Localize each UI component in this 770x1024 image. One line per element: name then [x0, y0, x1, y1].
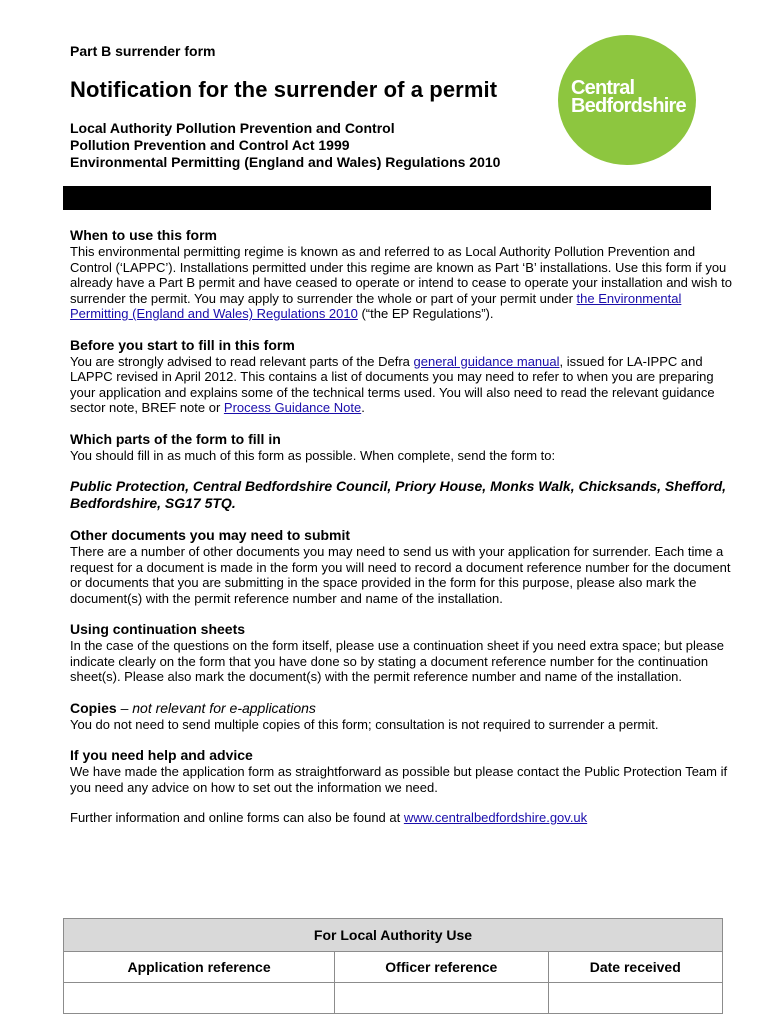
section-heading: Copies – not relevant for e-applications [70, 699, 316, 716]
section-when-to-use [70, 227, 735, 322]
column-header-officer-reference: Officer reference [335, 952, 548, 983]
form-label: Part B surrender form [70, 43, 216, 59]
column-header-application-reference: Application reference [64, 952, 335, 983]
logo-text-line1: Central [571, 77, 635, 99]
legislation-line: Pollution Prevention and Control Act 1999 [70, 137, 350, 153]
section-other-documents [70, 527, 735, 606]
ep-regulations-link[interactable]: the Environmental Permitting (England and Wales) Regulations 2010 [70, 290, 682, 321]
local-authority-use-table [63, 918, 723, 1014]
legislation-list [70, 120, 500, 171]
section-heading: Which parts of the form to fill in [70, 430, 281, 447]
officer-reference-field[interactable] [335, 983, 548, 1014]
section-heading: Other documents you may need to submit [70, 527, 351, 543]
section-text: You should fill in as much of this form as possible. When complete, send the form to: [70, 447, 556, 463]
section-text: You do not need to send multiple copies of this form; consultation is not required to surrender a permit. [70, 716, 659, 732]
header-divider-bar [63, 186, 711, 210]
section-text: There are a number of other documents you may need to send us with your application for surrender. Each time a request for a document is made in the form you will need to record a document reference number for the document or documents that you are submitting in the space provided in the form for this purpose, please also mark the document(s) with the permit reference number and name of the installation. [70, 544, 731, 606]
section-text: In the case of the questions on the form itself, please use a continuation sheet if you need extra space; but please indicate clearly on the form that you have done so by stating a document reference number for the continuation sheet(s). Please also mark the document(s) with the permit reference number and name of the installation. [70, 638, 725, 684]
date-received-field[interactable] [548, 983, 722, 1014]
section-continuation-sheets [70, 621, 735, 685]
logo-text-line2: Bedfordshire [571, 95, 686, 117]
section-before-you-start [70, 337, 735, 416]
section-heading: If you need help and advice [70, 747, 253, 763]
section-text: You are strongly advised to read relevant parts of the Defra general guidance manual, issued for LA-IPPC and LAPPC revised in April 2012. This contains a list of documents you may need to refer to when you are preparing your application and explains some of the technical terms used. You will also need to read the relevant guidance sector note, BREF note or Process Guidance Note. [70, 353, 715, 415]
legislation-line: Local Authority Pollution Prevention and Control [70, 120, 395, 136]
further-info-text: Further information and online forms can also be found at www.centralbedfordshire.gov.uk [70, 810, 588, 825]
section-heading: Before you start to fill in this form [70, 336, 295, 353]
column-header-date-received: Date received [548, 952, 722, 983]
section-heading: Using continuation sheets [70, 621, 246, 637]
guidance-manual-link[interactable]: general guidance manual [413, 353, 560, 369]
section-copies [70, 700, 735, 733]
section-text: We have made the application form as straightforward as possible but please contact the Public Protection Team if you need any advice on how to set out the information we need. [70, 764, 728, 795]
table-title: For Local Authority Use [64, 919, 723, 952]
page-title: Notification for the surrender of a permit [70, 77, 498, 102]
section-heading: When to use this form [70, 227, 217, 243]
guidance-content [70, 227, 735, 826]
process-guidance-note-link[interactable]: Process Guidance Note [223, 400, 362, 415]
postal-address: Public Protection, Central Bedfordshire Council, Priory House, Monks Walk, Chicksands, Shefford, Bedfordshire, SG17 5TQ. [70, 478, 727, 511]
section-text: This environmental permitting regime is known as and referred to as Local Authority Pollution Prevention and Control (‘LAPPC’). Installations permitted under this regime are known as Part ‘B’ installations. Use this form if you already have a Part B permit and have ceased to operate or intend to cease to operate your installation and wish to surrender the permit. You may apply to surrender the whole or part of your permit under the Environmental Permitting (England and Wales) Regulations 2010 (“the EP Regulations”). [70, 244, 732, 321]
section-which-parts [70, 431, 735, 464]
section-help [70, 747, 735, 795]
application-reference-field[interactable] [64, 983, 335, 1014]
council-website-link[interactable]: www.centralbedfordshire.gov.uk [403, 810, 588, 825]
legislation-line: Environmental Permitting (England and Wales) Regulations 2010 [70, 154, 501, 170]
copies-note: – not relevant for e-applications [116, 699, 316, 716]
central-bedfordshire-logo [558, 35, 696, 165]
